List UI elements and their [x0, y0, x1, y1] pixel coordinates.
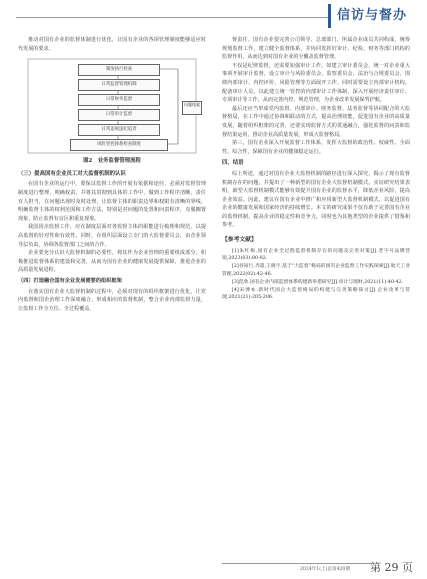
box-risk-control: 风险管控体系检查制度	[70, 139, 168, 151]
right-paragraph-3: 最后还应当形成党内监督、内部审计、财务监督、法务监督等协同配合的大监督格局，在工作中通过协调和联动的方式，提高治理效能，促进国有企业的高质量发展。随着组织框架的完善，还要实现监督方式的贯通融合，强化监督的问责和监督结果运用，推动企业高质量发展，形成大监督格局。	[222, 105, 410, 138]
box-audit-supervision: 日常审计监督	[78, 109, 160, 121]
subsection-3-title: （三）提高国有企业员工对大监督机制的认识	[18, 170, 126, 177]
footer-rule	[222, 563, 371, 564]
box-daily-mechanism: 日常监督管理机制	[78, 79, 160, 91]
box-financial-supervision: 日常财务监督	[78, 94, 160, 106]
references-title: 【参考文献】	[222, 237, 257, 244]
subsection-3-paragraph-3: 企业要充分认识大监督机制的必要性，将其作为企业管理的重要组成部分，积极推进监督体系的建设和完善，从而为国有企业的健康发展提供保障，推进企业的高质量发展进程。	[18, 250, 206, 274]
reference-item: [3]范欣.国有企业内部监督体系构建新举措研究[J].审计与理财,2021(11):40-42.	[232, 279, 404, 285]
figure-caption: 图2 业务监督管理流程	[83, 158, 141, 165]
conclusion-title: 四、结语	[222, 160, 244, 167]
reference-item: [2]谷知行,齐超,王晓宇,基于“大监督”格局的国有企业监督工作实践探索[J].航天工业管理,2022(02):42-46.	[222, 264, 410, 278]
reference-item: [4]宋博本.新时代国企大监督格局的构建与完善策略探讨[J].企业改革与管理,2021(21):205-206.	[222, 287, 410, 301]
issue-info: 2024年1(上)总第420期	[300, 567, 350, 572]
left-column	[18, 36, 206, 313]
subsection-3-paragraph-2: 我国国企监督工作，应在制度层面对各监督主体的职能进行梳理和规范，以提高监督的针对性和有效性，同时，在组织层面设立专门的大监督委员会，由企业领导层负责，协调各监督部门之间的合作。	[18, 224, 206, 248]
reference-item: [1]朱红梅.国有企业全过程监督机制存在的问题及完善对策[J].老字号品牌营销,2023(03):80-82.	[222, 248, 410, 262]
conclusion-paragraph: 综上所述，通过对国有企业大监督机制的路径进行深入探究，揭示了现有监督机制存在的问题，并提出了一种新型的国有企业大监督机制模式。实证研究结果表明，新型大监督机制模式能够有效提升国有企业的监督水平，降低企业风险，提高企业效益。因此，建议在国有企业中推广和应用新型大监督机制模式，以促进国有企业的健康发展和国家经济的持续增长。本文的研究成果不仅有助于完善国有企业的监督机制，提高企业的稳定性和竞争力，同时也为其他类型的企业提供了借鉴和参考。	[222, 170, 410, 229]
right-paragraph-1: 督责任。国有企业要完善公司领导、总部部门、所属企业成员共同构成，统筹规划监督工作，建立健全监督体系，并协同发挥好审计、纪检、财务等部门机构的监督作用，从而达到对国有企业的全覆盖监督管理。	[222, 37, 410, 61]
box-issue-clues: 问题线索	[182, 101, 202, 115]
box-execution-check: 制度执行检查	[78, 64, 160, 76]
section-title: 信访与督办	[328, 4, 413, 28]
subsection-4-title: （四）打造融合国有企业发展需要的组织框架	[18, 277, 122, 284]
box-violation-accountability: 日常违规违纪追责	[78, 124, 160, 136]
intro-paragraph: 推动对国有企业的监督体制进行优化，让国有企业的各项管理制度能够适应时代发展的要求。	[18, 37, 206, 52]
header-rule	[16, 17, 347, 18]
subsection-4-paragraph-1: 在落实国有企业大监督机制的过程中，必须对现有的组织框架进行优化，让党内监督和国企治理工作深度融合，形成相应的监督机制，整合企业内部监督力量，让监督工作全方位、全过程覆盖。	[18, 288, 206, 312]
flow-diagram	[18, 57, 206, 155]
page-footer	[0, 553, 427, 579]
right-paragraph-4: 第三，国有企业深入开展监督工作体系，发挥大监督的政治性、权威性、全面性、综合性，保障国有企业的健康稳定运行。	[222, 140, 410, 155]
subsection-3-paragraph-1: 在国有企业的运行中，要保证监督工作的开展有依据和途径，必须对监督管理制度进行整理，明确权责，并将其贯彻到具体的工作中，做到工作程序清晰，责任有人担当，在问题出现时及时处理，让监督主体的职责边界和权限有清晰的界线，明确监督主体的权利范围和工作方法，特别是对问题的处置和问责程序，克服搁置现象，防止监督有盲区和重复现象。	[18, 181, 206, 222]
page-header	[0, 0, 427, 30]
references	[222, 236, 410, 302]
right-paragraph-2: 不仅是纪律监督，还需要加强审计工作，如建立审计委员会，统一对企业重大事项开展审计监督，设立审计与风险委员会、监察委员会、法治与合规委员会，围绕内部审计、内控评价、风险管理等方面展开工作。同时需要设立内部审计机构、配备审计人员，以此建立统一管控的内部审计工作体制，深入开展经济责任审计、专项审计等工作，从而完善内控、规范管理，为企业改革发展保驾护航。	[222, 62, 410, 104]
page-number: 第 29 页	[370, 561, 413, 574]
right-column	[222, 36, 410, 302]
